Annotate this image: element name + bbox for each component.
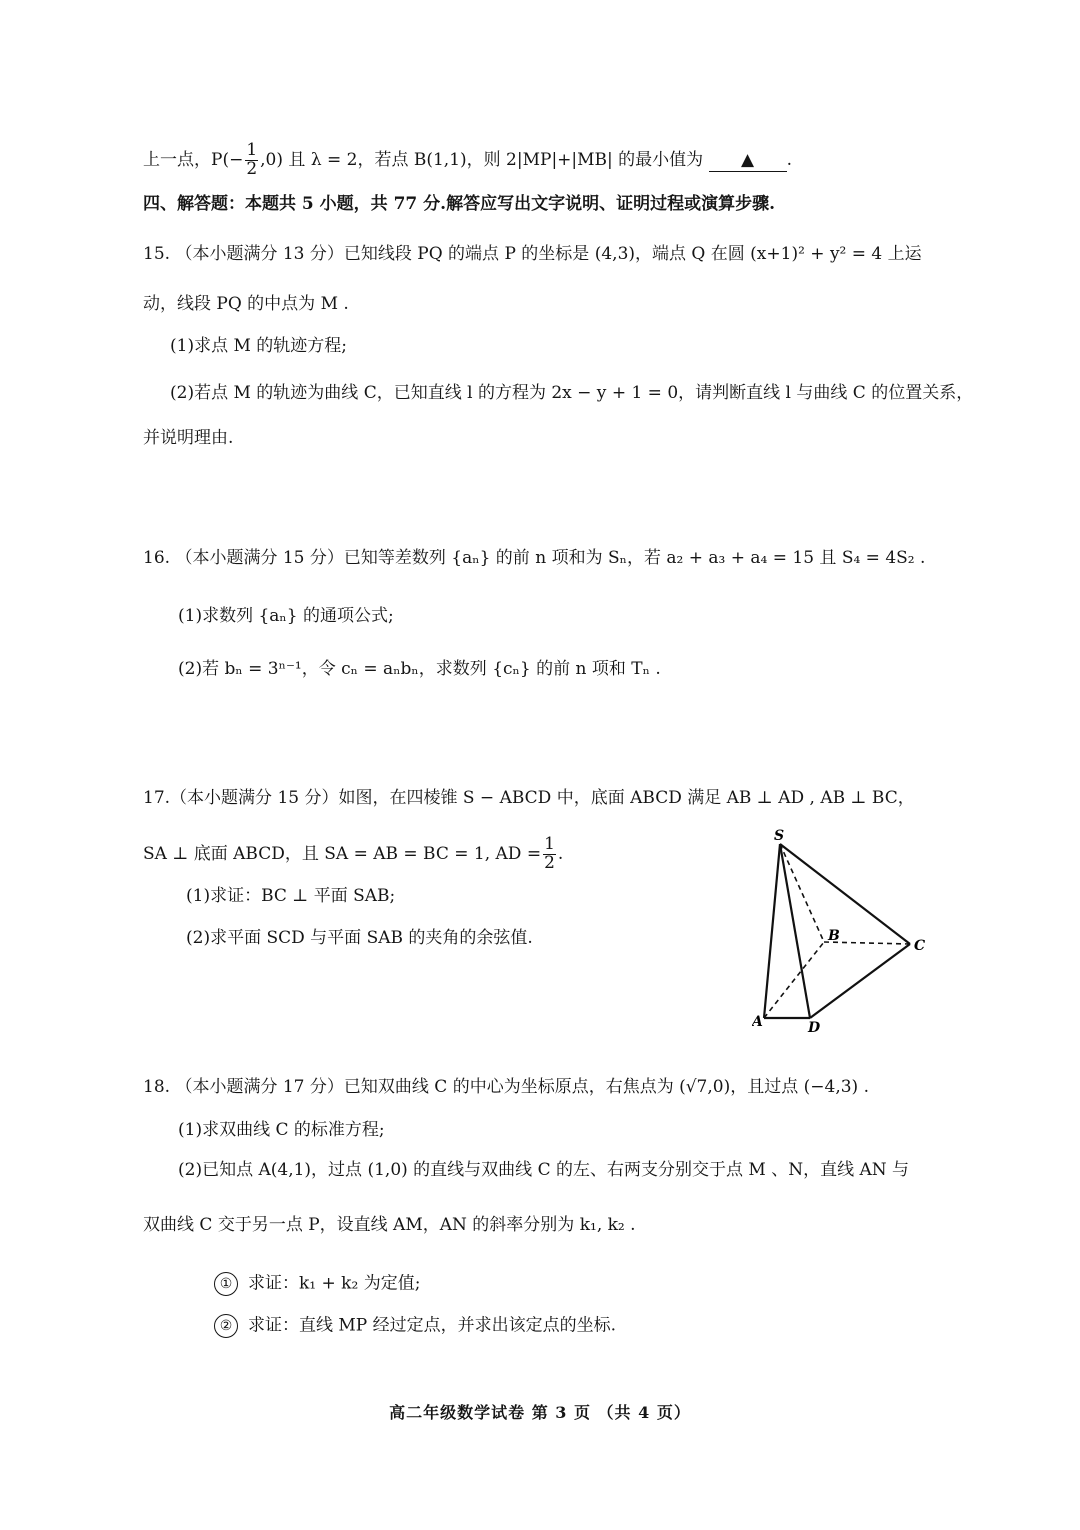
label-A: A bbox=[752, 1014, 763, 1030]
q18-part2-line1: (2)已知点 A(4,1)，过点 (1,0) 的直线与双曲线 C 的左、右两支分别交于点 M 、N，直线 AN 与 bbox=[178, 1160, 910, 1180]
q14-fraction: $\frac{1}{2}$ bbox=[246, 140, 258, 179]
q17-fraction: $\frac{1}{2}$ bbox=[544, 834, 555, 873]
q17-stem-line2: SA ⊥ 底面 ABCD，且 SA = AB = BC = 1, AD = $\frac{1}{2}$ . bbox=[143, 834, 564, 873]
q18-part2-line2: 双曲线 C 交于另一点 P，设直线 AM，AN 的斜率分别为 k₁, k₂ . bbox=[143, 1215, 636, 1235]
edge-SC bbox=[780, 844, 910, 944]
answer-mark: ▲ bbox=[741, 149, 755, 170]
q17-part2: (2)求平面 SCD 与平面 SAB 的夹角的余弦值. bbox=[186, 928, 533, 948]
q18-stem: 18. （本小题满分 17 分）已知双曲线 C 的中心为坐标原点，右焦点为 (√7,0)，且过点 (−4,3) . bbox=[143, 1077, 869, 1097]
q14-tail-line: 上一点，P(− $\frac{1}{2}$ ,0) 且 λ = 2，若点 B(1,1)，则 2|MP|+|MB| 的最小值为 ▲ . bbox=[143, 140, 792, 179]
q15-stem-line2: 动，线段 PQ 的中点为 M . bbox=[143, 294, 349, 314]
q15-stem-line1: 15. （本小题满分 13 分）已知线段 PQ 的端点 P 的坐标是 (4,3)，端点 Q 在圆 (x+1)² + y² = 4 上运 bbox=[143, 244, 922, 264]
q16-part2: (2)若 bₙ = 3ⁿ⁻¹，令 cₙ = aₙbₙ，求数列 {cₙ} 的前 n 项和 Tₙ . bbox=[178, 659, 661, 679]
answer-blank[interactable] bbox=[709, 150, 787, 172]
q17-part1: (1)求证：BC ⊥ 平面 SAB; bbox=[186, 886, 396, 906]
label-D: D bbox=[808, 1020, 821, 1034]
circled-1: ① bbox=[214, 1272, 238, 1296]
q14-text-1: 上一点，P(− bbox=[143, 149, 244, 170]
edge-SA bbox=[764, 844, 780, 1018]
q15-part2-line2: 并说明理由. bbox=[143, 428, 234, 448]
edge-DC bbox=[810, 944, 910, 1018]
label-C: C bbox=[914, 938, 926, 954]
q15-part1: (1)求点 M 的轨迹方程; bbox=[170, 336, 348, 356]
q16-stem: 16. （本小题满分 15 分）已知等差数列 {aₙ} 的前 n 项和为 Sₙ，若 a₂ + a₃ + a₄ = 15 且 S₄ = 4S₂ . bbox=[143, 548, 926, 568]
edge-SB bbox=[780, 844, 824, 942]
q18-part1: (1)求双曲线 C 的标准方程; bbox=[178, 1120, 385, 1140]
label-S: S bbox=[774, 828, 785, 844]
circled-2: ② bbox=[214, 1314, 238, 1338]
q16-part1: (1)求数列 {aₙ} 的通项公式; bbox=[178, 606, 394, 626]
q18-sub1: ① 求证：k₁ + k₂ 为定值; bbox=[214, 1272, 420, 1296]
page-footer: 高二年级数学试卷 第 3 页 （共 4 页） bbox=[389, 1403, 691, 1422]
q15-part2-line1: (2)若点 M 的轨迹为曲线 C，已知直线 l 的方程为 2x − y + 1 = 0，请判断直线 l 与曲线 C 的位置关系， bbox=[170, 383, 974, 403]
q14-text-2: ,0) 且 λ = 2，若点 B(1,1)，则 2|MP|+|MB| 的最小值为 bbox=[260, 149, 704, 170]
edge-AB bbox=[764, 942, 824, 1018]
q18-sub2: ② 求证：直线 MP 经过定点，并求出该定点的坐标. bbox=[214, 1314, 616, 1338]
label-B: B bbox=[828, 928, 840, 944]
pyramid-figure bbox=[752, 822, 932, 1034]
q17-stem-line1: 17.（本小题满分 15 分）如图，在四棱锥 S − ABCD 中，底面 ABCD 满足 AB ⊥ AD , AB ⊥ BC， bbox=[143, 788, 915, 808]
section4-heading: 四、解答题：本题共 5 小题，共 77 分.解答应写出文字说明、证明过程或演算步骤. bbox=[143, 194, 775, 214]
edge-SD bbox=[780, 844, 810, 1018]
